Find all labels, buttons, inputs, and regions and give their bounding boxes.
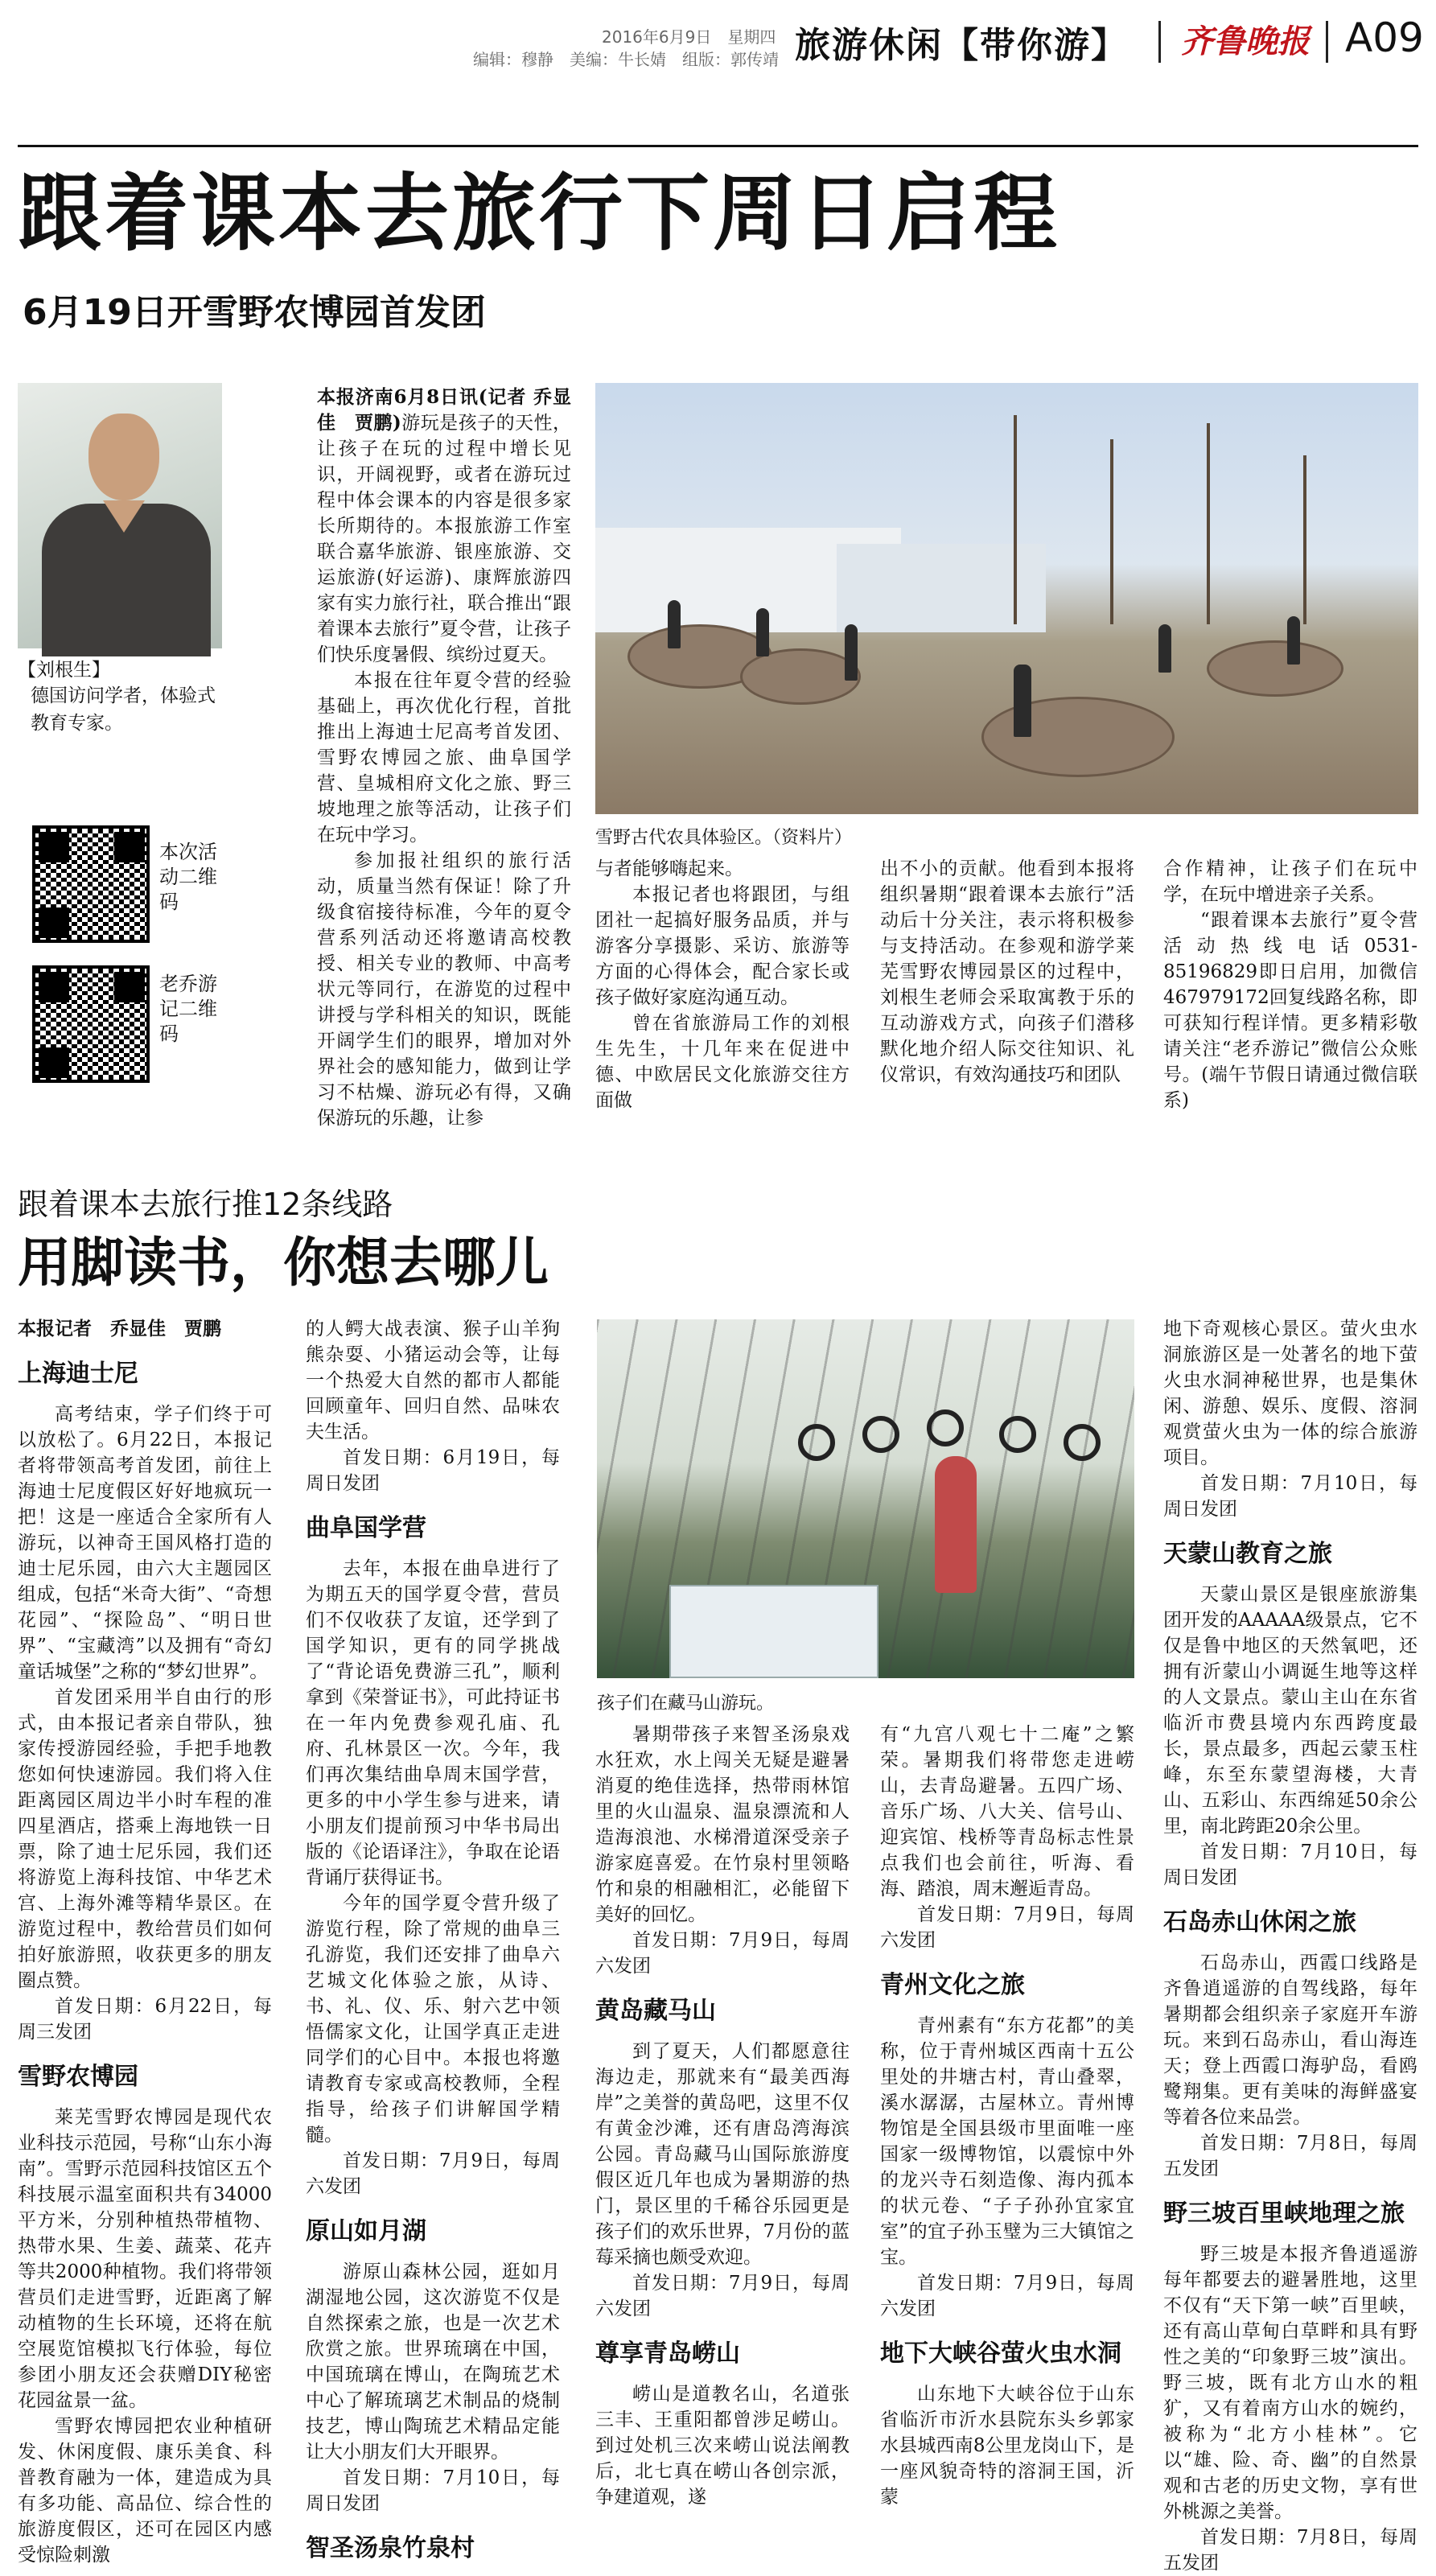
route-heading: 地下大峡谷萤火虫水洞 [880,2339,1121,2368]
issue-date: 2016年6月9日 星期四 [602,27,776,47]
page-number: A09 [1345,14,1424,61]
laoqiao-qr-label: 老乔游记二维码 [159,973,217,1045]
photo-caption: 雪野古代农具体验区。（资料片） [595,828,853,848]
header-divider [1326,21,1328,63]
paragraph: 今年的国学夏令营升级了游览行程，除了常规的曲阜三孔游览，我们还安排了曲阜六艺城文化体验之旅，从诗、书、礼、仪、乐、射六艺中领悟儒家文化，让国学真正走进同学们的心目中。本报也将邀请教育专家或高校教师，全程指导，给孩子们讲解国学精髓。 [306,1893,560,2146]
paragraph: 去年，本报在曲阜进行了为期五天的国学夏令营，营员们不仅收获了友谊，还学到了国学知识，更有的同学挑战了“背论语免费游三孔”，顺利拿到《荣誉证书》，可此持证书在一年内免费参观孔庙、孔府、孔林景区一次。今年，我们再次集结曲阜周末国学营，更多的中小学生参与进来，请小朋友们提前预习中华书局出版的《论语译注》，争取在论语背诵厅获得证书。 [306,1558,560,1888]
paragraph: 与者能够嗨起来。 [595,858,743,879]
route-list [306,1316,560,2562]
paragraph: 暑期带孩子来智圣汤泉戏水狂欢，水上闯关无疑是避暑消夏的绝佳选择，热带雨林馆里的火山温泉、温泉漂流和人造海浪池、水梯滑道深受亲子游家庭喜爱。在竹泉村里领略竹和泉的相融相汇，必能留下美好的回忆。 [595,1724,850,1925]
paragraph: 到了夏天，人们都愿意往海边走，那就来有“最美西海岸”之美誉的黄岛吧，这里不仅有黄金沙滩，还有唐岛湾海滨公园。青岛藏马山国际旅游度假区近几年也成为暑期游的热门，景区里的千稀谷乐园更是孩子们的欢乐世界，7月份的蓝莓采摘也颇受欢迎。 [595,2041,850,2268]
departure-date: 首发日期：7月10日，每周日发团 [306,2467,560,2514]
paragraph: “跟着课本去旅行”夏令营活动热线电话0531-85196829即日启用，加微信467979172回复线路名称，即可获知行程详情。更多精彩敬请关注“老乔游记”微信公众账号。(端午节假日请通过微信联系) [1163,910,1417,1111]
expert-name: 【刘根生】 [18,660,110,681]
article2-column-1 [18,1316,272,2566]
route-heading: 曲阜国学营 [306,1514,426,1542]
photo-caption: 孩子们在藏马山游玩。 [597,1693,775,1714]
paragraph: 的人鳄大战表演、猴子山羊狗熊杂耍、小猪运动会等，让每一个热爱大自然的都市人都能回顾童年、回归自然、品味农夫生活。 [306,1319,560,1442]
paragraph: 野三坡是本报齐鲁逍遥游每年都要去的避暑胜地，这里不仅有“天下第一峡”百里峡，还有高山草甸白草畔和具有野性之美的“印象野三坡”演出。野三坡，既有北方山水的粗犷，又有着南方山水的婉约，被称为“北方小桂林”。它以“雄、险、奇、幽”的自然景观和古老的历史文物，享有世外桃源之美誉。 [1163,2244,1417,2522]
article1-headline: 跟着课本去旅行下周日启程 [18,164,1061,262]
paragraph: 本报在往年夏令营的经验基础上，再次优化行程，首批推出上海迪士尼高考首发团、雪野农博园之旅、曲阜国学营、皇城相府文化之旅、野三坡地理之旅等活动，让孩子们在玩中学习。 [317,670,571,846]
route-heading: 石岛赤山休闲之旅 [1163,1908,1356,1936]
departure-date: 首发日期：6月22日，每周三发团 [18,1996,272,2043]
paragraph: 合作精神，让孩子们在玩中学，在玩中增进亲子关系。 [1163,858,1417,905]
route-heading: 原山如月湖 [306,2217,426,2245]
departure-date: 首发日期：7月9日，每周六发团 [306,2150,560,2197]
route-heading: 天蒙山教育之旅 [1163,1540,1332,1568]
paragraph: 出不小的贡献。他看到本报将组织暑期“跟着课本去旅行”活动后十分关注，表示将积极参与支持活动。在参观和游学莱芜雪野农博园景区的过程中，刘根生老师会采取寓教于乐的互动游戏方式，向孩子们潜移默化地介绍人际交往知识、礼仪常识，有效沟通技巧和团队 [880,858,1134,1085]
activity-qr-label: 本次活动二维码 [159,841,217,913]
route-heading: 青州文化之旅 [880,1971,1025,1999]
laoqiao-qr-code[interactable] [32,965,150,1083]
paragraph: 首发团采用半自由行的形式，由本报记者亲自带队，独家传授游园经验，手把手地教您如何快速游园。我们将入住距离园区周边半小时车程的准四星酒店，搭乘上海地铁一日票，除了迪士尼乐园，我们还将游览上海科技馆、中华艺术宫、上海外滩等精华景区。在游览过程中，教给营员们如何拍好旅游照，收获更多的朋友圈点赞。 [18,1687,272,1991]
paragraph: 高考结束，学子们终于可以放松了。6月22日，本报记者将带领高考首发团，前往上海迪士尼度假区好好地疯玩一把！这是一座适合全家所有人游玩，以神奇王国风格打造的迪士尼乐园，由六大主题园区组成，包括“米奇大街”、“奇想花园”、“探险岛”、“明日世界”、“宝藏湾”以及拥有“奇幻童话城堡”之称的“梦幻世界”。 [18,1404,272,1682]
route-list [880,1722,1134,2510]
paragraph: 曾在省旅游局工作的刘根生先生，十几年来在促进中德、中欧居民文化旅游交往方面做 [595,1013,850,1111]
paragraph: 游原山森林公园，逛如月湖湿地公园，这次游览不仅是自然探索之旅，也是一次艺术欣赏之旅。世界琉璃在中国，中国琉璃在博山，在陶琉艺术中心了解琉璃艺术制品的烧制技艺，博山陶琉艺术精品定能让大小朋友们大开眼界。 [306,2261,560,2463]
route-heading: 野三坡百里峡地理之旅 [1163,2199,1405,2228]
header-divider [1158,21,1161,63]
article2-column-2 [306,1316,560,2562]
route-list [1163,1316,1417,2576]
article1-column-3 [880,856,1134,1089]
departure-date: 首发日期：7月10日，每周日发团 [1163,1473,1417,1520]
paragraph: 山东地下大峡谷位于山东省临沂市沂水县院东头乡郭家水县城西南8公里龙岗山下，是一座风貌奇特的溶洞王国，沂蒙 [880,2384,1134,2508]
article2-subheadline: 跟着课本去旅行推12条线路 [18,1187,393,1222]
dateline: 本报济南6月8日讯(记者 乔显佳 贾鹏) [317,386,571,434]
departure-date: 首发日期：7月9日，每周六发团 [595,2273,850,2319]
newspaper-logo: 齐鲁晚报 [1181,23,1310,60]
article2-column-3 [595,1722,850,2508]
route-list [595,1722,850,2510]
editor-credits: 编辑：穆静 美编：牛长婧 组版：郭传靖 [473,50,779,69]
paragraph: 有“九宫八观七十二庵”之繁荣。暑期我们将带您走进崂山，去青岛避暑。五四广场、音乐广场、八大关、信号山、迎宾馆、栈桥等青岛标志性景点我们也会前往，听海、看海、踏浪，周末邂逅青岛。 [880,1724,1134,1899]
activity-qr-code[interactable] [32,825,150,943]
route-list [18,1361,272,2568]
article1-subheadline: 6月19日开雪野农博园首发团 [23,292,486,333]
article2-column-4 [880,1722,1134,2508]
departure-date: 首发日期：7月10日，每周日发团 [1163,1841,1417,1888]
expert-portrait [18,383,222,648]
article2-column-5 [1163,1316,1417,2574]
farm-tools-photo [595,383,1418,814]
article1-column-4 [1163,856,1417,1111]
paragraph: 石岛赤山，西霞口线路是齐鲁逍遥游的自驾线路，每年暑期都会组织亲子家庭开车游玩。来到石岛赤山，看山海连天；登上西霞口海驴岛，看鸥鹭翔集。更有美味的海鲜盛宴等着各位来品尝。 [1163,1953,1417,2128]
departure-date: 首发日期：7月9日，每周六发团 [880,1904,1134,1951]
departure-date: 首发日期：7月9日，每周六发团 [880,2273,1134,2319]
paragraph: 地下奇观核心景区。萤火虫水洞旅游区是一处著名的地下萤火虫水洞神秘世界，也是集休闲、游憩、娱乐、度假、溶洞观赏萤火虫为一体的综合旅游项目。 [1163,1319,1417,1468]
top-rule [18,145,1418,147]
paragraph: 本报记者也将跟团，与组团社一起搞好服务品质，并与游客分享摄影、采访、旅游等方面的心得体会，配合家长或孩子做好家庭沟通互动。 [595,884,850,1008]
departure-date: 首发日期：7月9日，每周六发团 [595,1930,850,1977]
paragraph: 莱芜雪野农博园是现代农业科技示范园，号称“山东小海南”。雪野示范园科技馆区五个科技展示温室面积共有34000平方米，分别种植热带植物、热带水果、生姜、蔬菜、花卉等共2000种植物。我们将带领营员们走进雪野，近距离了解动植物的生长环境，还将在航空展览馆模拟飞行体验，每位参团小朋友还会获赠DIY秘密花园盆景一盆。 [18,2107,272,2411]
byline: 本报记者 乔显佳 贾鹏 [18,1319,221,1339]
paragraph: 雪野农博园把农业种植研发、休闲度假、康乐美食、科普教育融为一体，建造成为具有多功能、高品位、综合性的旅游度假区，还可在园区内感受惊险刺激 [18,2416,272,2566]
paragraph: 青州素有“东方花都”的美称，位于青州城区西南十五公里处的井塘古村，青山叠翠，溪水潺潺，古屋林立。青州博物馆是全国县级市里面唯一座国家一级博物馆，以震惊中外的龙兴寺石刻造像、海内孤本的状元卷、“子子孙孙宜家宜室”的宜子孙玉璧为三大镇馆之宝。 [880,2015,1134,2268]
route-heading: 上海迪士尼 [18,1360,138,1388]
route-heading: 智圣汤泉竹泉村 [306,2534,475,2562]
paragraph: 天蒙山景区是银座旅游集团开发的AAAAA级景点，它不仅是鲁中地区的天然氧吧，还拥有沂蒙山小调诞生地等这样的人文景点。蒙山主山在东省临沂市费县境内东西跨度最长，景点最多，西起云蒙玉柱峰，东至东蒙望海楼，大青山、五彩山、东西绵延50余公里，南北跨距20余公里。 [1163,1584,1417,1837]
route-heading: 尊享青岛崂山 [595,2339,740,2368]
article1-column-1 [317,385,571,1129]
route-heading: 雪野农博园 [18,2063,138,2091]
departure-date: 首发日期：7月8日，每周五发团 [1163,2133,1417,2179]
article1-column-2 [595,856,850,1111]
departure-date: 首发日期：6月19日，每周日发团 [306,1447,560,1494]
article2-headline: 用脚读书，你想去哪儿 [18,1232,549,1294]
section-title: 旅游休闲【带你游】 [795,25,1128,66]
cangma-mountain-photo [597,1319,1134,1678]
departure-date: 首发日期：7月8日，每周五发团 [1163,2527,1417,2574]
expert-description: 德国访问学者，体验式教育专家。 [31,685,216,734]
paragraph: 崂山是道教名山，名道张三丰、王重阳都曾涉足崂山。到过处机三次来崂山说法阐教后，北七真在崂山各创宗派，争建道观，遂 [595,2384,850,2508]
lead-paragraph: 本报济南6月8日讯(记者 乔显佳 贾鹏)游玩是孩子的天性，让孩子在玩的过程中增长见识，开阔视野，或者在游玩过程中体会课本的内容是很多家长所期待的。本报旅游工作室联合嘉华旅游、银座旅游、交运旅游(好运游)、康辉旅游四家有实力旅行社，联合推出“跟着课本去旅行”夏令营，让孩子们快乐度暑假、缤纷过夏天。 [317,386,571,665]
route-heading: 黄岛藏马山 [595,1997,716,2025]
paragraph: 参加报社组织的旅行活动，质量当然有保证！除了升级食宿接待标准，今年的夏令营系列活动还将邀请高校教授、相关专业的教师、中高考状元等同行，在游览的过程中讲授与学科相关的知识，既能开阔学生们的眼界，增加对外界社会的感知能力，做到让学习不枯燥、游玩必有得，又确保游玩的乐趣，让参 [317,850,571,1129]
